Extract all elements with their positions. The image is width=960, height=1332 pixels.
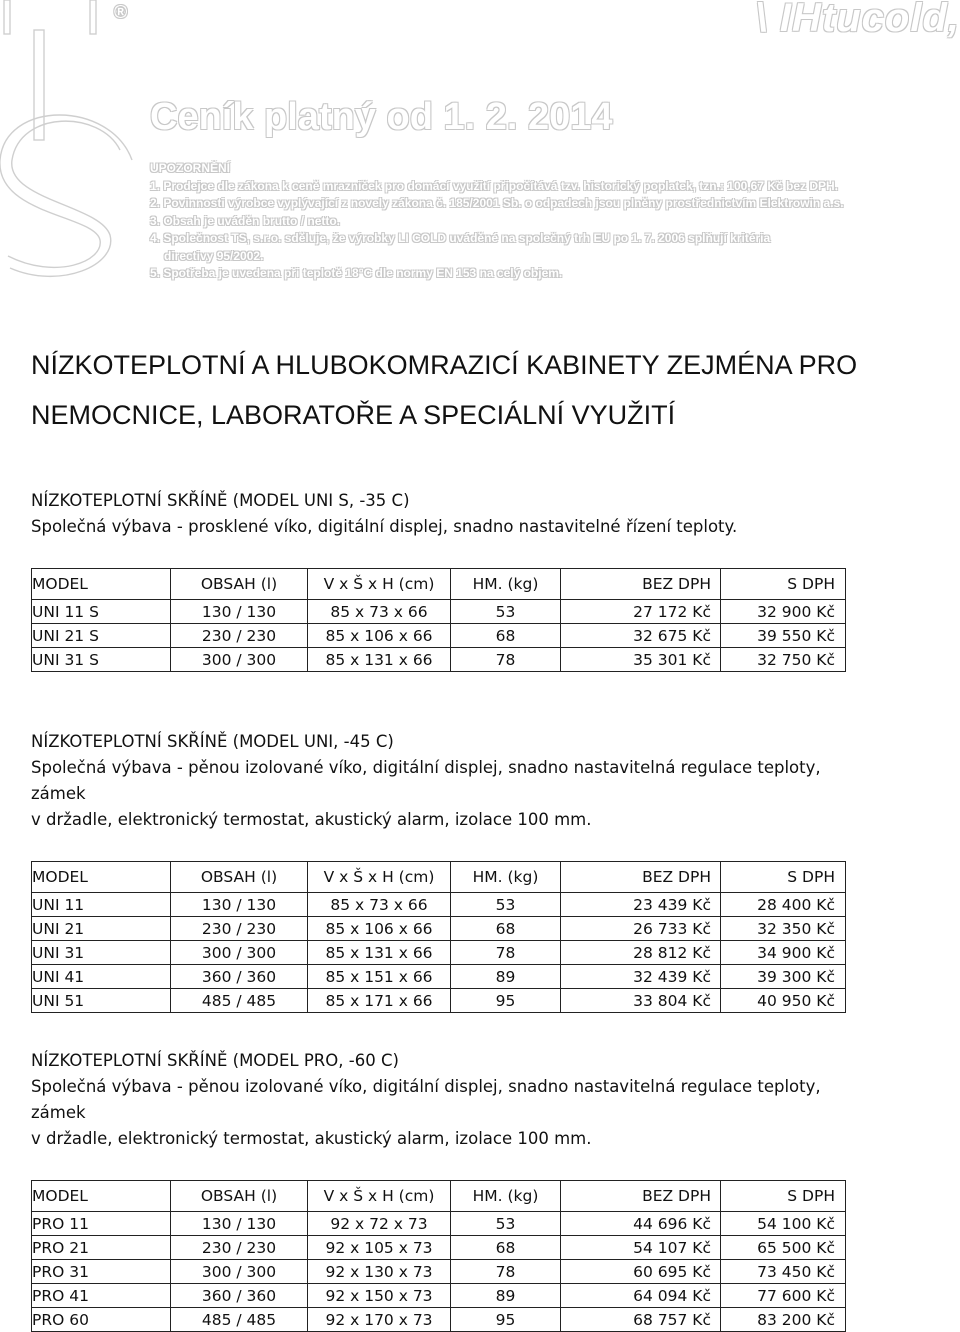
cell-price-vat: 39 550 Kč xyxy=(721,624,846,648)
cell-price-no-vat: 27 172 Kč xyxy=(561,600,721,624)
cell-price-vat: 32 900 Kč xyxy=(721,600,846,624)
cell-dims: 85 x 131 x 66 xyxy=(308,648,451,672)
cell-model: UNI 11 S xyxy=(32,600,171,624)
cell-obsah: 230 / 230 xyxy=(171,1236,308,1260)
registered-mark: ® xyxy=(114,2,128,22)
notice-block xyxy=(150,160,950,283)
table-row xyxy=(32,893,846,917)
cell-obsah: 300 / 300 xyxy=(171,648,308,672)
cell-price-vat: 28 400 Kč xyxy=(721,893,846,917)
table-row xyxy=(32,624,846,648)
header-dims: V x Š x H (cm) xyxy=(308,569,451,600)
cell-obsah: 360 / 360 xyxy=(171,965,308,989)
cell-dims: 92 x 130 x 73 xyxy=(308,1260,451,1284)
cell-dims: 92 x 72 x 73 xyxy=(308,1212,451,1236)
page-title xyxy=(31,340,857,440)
brand-logo-text: \ IHtucold, xyxy=(755,0,960,40)
section-uni xyxy=(31,729,846,1013)
cell-obsah: 360 / 360 xyxy=(171,1284,308,1308)
notice-item: 2. Povinnosti výrobce vyplývající z novely zákona č. 185/2001 Sb. o odpadech jsou plněny prostřednictvím Elektrowin a.s. xyxy=(150,196,844,210)
cell-weight: 78 xyxy=(451,648,561,672)
cell-price-vat: 39 300 Kč xyxy=(721,965,846,989)
header-weight: HM. (kg) xyxy=(451,569,561,600)
notice-item: directivy 95/2002. xyxy=(164,248,264,263)
price-list-title: Ceník platný od 1. 2. 2014 xyxy=(150,96,613,138)
cell-price-vat: 32 350 Kč xyxy=(721,917,846,941)
cell-price-no-vat: 44 696 Kč xyxy=(561,1212,721,1236)
cell-price-no-vat: 60 695 Kč xyxy=(561,1260,721,1284)
description-line: Společná výbava - pěnou izolované víko, digitální displej, snadno nastavitelná regulace teploty, zámek xyxy=(31,1077,821,1122)
cell-obsah: 130 / 130 xyxy=(171,600,308,624)
description-line: v držadle, elektronický termostat, akustický alarm, izolace 100 mm. xyxy=(31,1129,592,1148)
table-row xyxy=(32,989,846,1013)
header-dims: V x Š x H (cm) xyxy=(308,862,451,893)
table-row xyxy=(32,917,846,941)
header-price-no-vat: BEZ DPH xyxy=(561,862,721,893)
header-model: MODEL xyxy=(32,1181,171,1212)
cell-price-vat: 77 600 Kč xyxy=(721,1284,846,1308)
cell-price-no-vat: 32 439 Kč xyxy=(561,965,721,989)
header-obsah: OBSAH (l) xyxy=(171,862,308,893)
cell-weight: 68 xyxy=(451,624,561,648)
section-pro xyxy=(31,1048,846,1332)
header-obsah: OBSAH (l) xyxy=(171,1181,308,1212)
table-row xyxy=(32,1260,846,1284)
cell-weight: 53 xyxy=(451,1212,561,1236)
header-model: MODEL xyxy=(32,862,171,893)
cell-weight: 68 xyxy=(451,1236,561,1260)
cell-model: UNI 21 xyxy=(32,917,171,941)
page-title-line: NEMOCNICE, LABORATOŘE A SPECIÁLNÍ VYUŽITÍ xyxy=(31,400,676,430)
cell-dims: 85 x 151 x 66 xyxy=(308,965,451,989)
cell-weight: 53 xyxy=(451,893,561,917)
table-header-row xyxy=(32,569,846,600)
cell-weight: 53 xyxy=(451,600,561,624)
cell-price-vat: 65 500 Kč xyxy=(721,1236,846,1260)
price-table xyxy=(31,568,846,672)
header-price-no-vat: BEZ DPH xyxy=(561,1181,721,1212)
header-weight: HM. (kg) xyxy=(451,1181,561,1212)
section-heading: NÍZKOTEPLOTNÍ SKŘÍNĚ (MODEL UNI, -45 C) xyxy=(31,732,394,751)
notice-item: 1. Prodejce dle zákona k ceně mrazniček pro domácí využití připočítává tzv. historický poplatek, tzn.: 100,67 Kč bez DPH. xyxy=(150,178,839,193)
table-row xyxy=(32,941,846,965)
description-line: v držadle, elektronický termostat, akustický alarm, izolace 100 mm. xyxy=(31,810,592,829)
cell-price-no-vat: 68 757 Kč xyxy=(561,1308,721,1332)
header-price-vat: S DPH xyxy=(721,569,846,600)
cell-dims: 85 x 106 x 66 xyxy=(308,917,451,941)
cell-obsah: 300 / 300 xyxy=(171,1260,308,1284)
cell-price-no-vat: 26 733 Kč xyxy=(561,917,721,941)
cell-weight: 89 xyxy=(451,1284,561,1308)
cell-price-no-vat: 35 301 Kč xyxy=(561,648,721,672)
cell-dims: 85 x 106 x 66 xyxy=(308,624,451,648)
notice-item: 5. Spotřeba je uvedena při teplotě 18°C dle normy EN 153 na celý objem. xyxy=(150,266,563,280)
description-line: Společná výbava - pěnou izolované víko, digitální displej, snadno nastavitelná regulace teploty, zámek xyxy=(31,758,821,803)
company-logo-icon xyxy=(0,0,140,290)
table-header-row xyxy=(32,862,846,893)
cell-model: UNI 41 xyxy=(32,965,171,989)
cell-model: PRO 21 xyxy=(32,1236,171,1260)
cell-obsah: 130 / 130 xyxy=(171,893,308,917)
section-description xyxy=(31,755,846,833)
section-heading: NÍZKOTEPLOTNÍ SKŘÍNĚ (MODEL PRO, -60 C) xyxy=(31,1051,399,1070)
cell-model: UNI 51 xyxy=(32,989,171,1013)
cell-model: PRO 31 xyxy=(32,1260,171,1284)
cell-dims: 92 x 150 x 73 xyxy=(308,1284,451,1308)
table-row xyxy=(32,1236,846,1260)
cell-price-no-vat: 32 675 Kč xyxy=(561,624,721,648)
cell-weight: 78 xyxy=(451,1260,561,1284)
cell-price-vat: 34 900 Kč xyxy=(721,941,846,965)
notice-item: 4. Společnost TS, s.r.o. sděluje, že výrobky LI COLD uváděné na společný trh EU po 1. 7. 2006 splňují kritéria xyxy=(150,231,771,245)
cell-model: UNI 11 xyxy=(32,893,171,917)
cell-model: PRO 60 xyxy=(32,1308,171,1332)
cell-model: UNI 31 S xyxy=(32,648,171,672)
table-row xyxy=(32,1212,846,1236)
cell-dims: 85 x 131 x 66 xyxy=(308,941,451,965)
header-dims: V x Š x H (cm) xyxy=(308,1181,451,1212)
section-heading: NÍZKOTEPLOTNÍ SKŘÍNĚ (MODEL UNI S, -35 C) xyxy=(31,491,410,510)
cell-price-vat: 83 200 Kč xyxy=(721,1308,846,1332)
cell-obsah: 300 / 300 xyxy=(171,941,308,965)
cell-dims: 85 x 73 x 66 xyxy=(308,600,451,624)
cell-weight: 78 xyxy=(451,941,561,965)
cell-dims: 92 x 170 x 73 xyxy=(308,1308,451,1332)
section-uni-s xyxy=(31,488,846,672)
cell-price-no-vat: 33 804 Kč xyxy=(561,989,721,1013)
cell-obsah: 130 / 130 xyxy=(171,1212,308,1236)
header-price-vat: S DPH xyxy=(721,1181,846,1212)
cell-price-no-vat: 28 812 Kč xyxy=(561,941,721,965)
table-row xyxy=(32,965,846,989)
notice-item: 3. Obsah je uváděn brutto / netto. xyxy=(150,213,341,228)
cell-price-vat: 40 950 Kč xyxy=(721,989,846,1013)
cell-obsah: 485 / 485 xyxy=(171,989,308,1013)
cell-price-no-vat: 23 439 Kč xyxy=(561,893,721,917)
cell-price-no-vat: 54 107 Kč xyxy=(561,1236,721,1260)
table-header-row xyxy=(32,1181,846,1212)
cell-weight: 89 xyxy=(451,965,561,989)
cell-obsah: 230 / 230 xyxy=(171,624,308,648)
cell-price-vat: 73 450 Kč xyxy=(721,1260,846,1284)
cell-price-no-vat: 64 094 Kč xyxy=(561,1284,721,1308)
cell-dims: 85 x 171 x 66 xyxy=(308,989,451,1013)
header-obsah: OBSAH (l) xyxy=(171,569,308,600)
cell-model: PRO 41 xyxy=(32,1284,171,1308)
section-description xyxy=(31,514,846,540)
header-price-vat: S DPH xyxy=(721,862,846,893)
table-row xyxy=(32,1308,846,1332)
section-description xyxy=(31,1074,846,1152)
cell-model: UNI 21 S xyxy=(32,624,171,648)
table-row xyxy=(32,1284,846,1308)
header-price-no-vat: BEZ DPH xyxy=(561,569,721,600)
table-row xyxy=(32,600,846,624)
cell-dims: 85 x 73 x 66 xyxy=(308,893,451,917)
cell-weight: 68 xyxy=(451,917,561,941)
description-line: Společná výbava - prosklené víko, digitální displej, snadno nastavitelné řízení teploty. xyxy=(31,517,738,536)
cell-weight: 95 xyxy=(451,1308,561,1332)
price-table xyxy=(31,861,846,1013)
cell-obsah: 485 / 485 xyxy=(171,1308,308,1332)
cell-price-vat: 32 750 Kč xyxy=(721,648,846,672)
cell-dims: 92 x 105 x 73 xyxy=(308,1236,451,1260)
price-table xyxy=(31,1180,846,1332)
table-row xyxy=(32,648,846,672)
cell-model: UNI 31 xyxy=(32,941,171,965)
cell-obsah: 230 / 230 xyxy=(171,917,308,941)
header-weight: HM. (kg) xyxy=(451,862,561,893)
page-title-line: NÍZKOTEPLOTNÍ A HLUBOKOMRAZICÍ KABINETY ZEJMÉNA PRO xyxy=(31,350,858,380)
notice-heading: UPOZORNĚNÍ xyxy=(150,161,231,175)
header-model: MODEL xyxy=(32,569,171,600)
cell-price-vat: 54 100 Kč xyxy=(721,1212,846,1236)
cell-model: PRO 11 xyxy=(32,1212,171,1236)
cell-weight: 95 xyxy=(451,989,561,1013)
